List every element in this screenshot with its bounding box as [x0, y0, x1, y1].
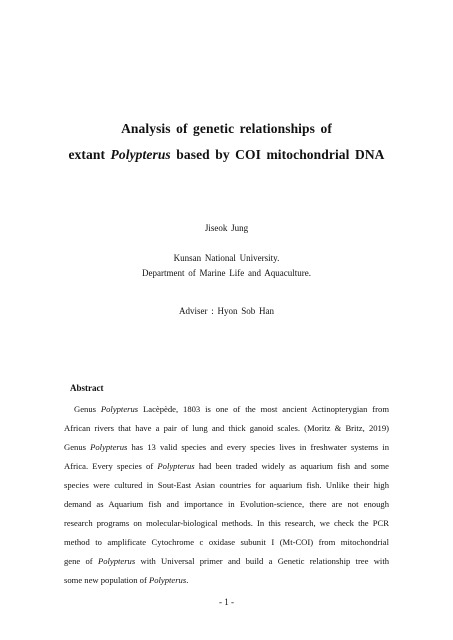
author-name: Jiseok Jung	[204, 223, 249, 233]
abstract-body	[64, 400, 389, 590]
page-number: - 1 -	[219, 597, 234, 607]
abstract-line	[64, 514, 389, 533]
abstract-text: species were cultured in Sout-East Asian countries for aquarium fish. Unlike their high	[64, 480, 389, 490]
abstract-text: gene of	[64, 556, 98, 566]
adviser-line: Adviser : Hyon Sob Han	[179, 306, 274, 316]
abstract-text: some new population of	[64, 575, 149, 585]
title-line-2-suffix: based by COI mitochondrial DNA	[170, 147, 385, 162]
genus-name-italic: Polypterus	[157, 461, 195, 471]
university-name: Kunsan National University.	[173, 253, 280, 263]
abstract-text: Genus	[74, 404, 101, 414]
genus-name-italic: Polypterus	[90, 442, 128, 452]
abstract-text: research programs on molecular-biological methods. In this research, we check the PCR	[64, 518, 389, 528]
abstract-text: has 13 valid species and every species lives in freshwater systems in	[127, 442, 389, 452]
abstract-heading: Abstract	[70, 383, 104, 393]
genus-name-italic: Polypterus	[100, 404, 139, 414]
abstract-line	[64, 419, 389, 438]
abstract-text: African rivers that have a pair of lung and thick ganoid scales. (Moritz & Britz, 2019)	[64, 423, 389, 433]
abstract-line	[64, 552, 389, 571]
abstract-line	[64, 476, 389, 495]
abstract-text: method to amplificate Cytochrome c oxidase subunit I (Mt-COI) from mitochondrial	[64, 537, 389, 547]
department-name: Department of Marine Life and Aquaculture.	[142, 268, 311, 278]
abstract-text: demand as Aquarium fish and importance in Evolution-science, there are not enough	[64, 499, 389, 509]
abstract-line	[64, 495, 389, 514]
genus-name-italic: Polypterus	[97, 556, 136, 566]
abstract-text: .	[186, 575, 189, 585]
abstract-text: had been traded widely as aquarium fish and some	[194, 461, 389, 471]
abstract-text: Lacèpède, 1803 is one of the most ancient Actinopterygian from	[138, 404, 389, 414]
abstract-line	[64, 571, 389, 590]
abstract-line	[64, 400, 389, 419]
genus-name-italic: Polypterus	[148, 575, 187, 585]
title-line-2-prefix: extant	[68, 147, 111, 162]
abstract-text: Genus	[64, 442, 91, 452]
title-line-1: Analysis of genetic relationships of	[121, 121, 332, 136]
title-line-2	[0, 147, 453, 163]
abstract-line	[64, 533, 389, 552]
title-genus-name: Polypterus	[110, 147, 171, 162]
abstract-line	[64, 438, 389, 457]
abstract-line	[64, 457, 389, 476]
abstract-text: with Universal primer and build a Genetic relationship tree with	[135, 556, 389, 566]
abstract-text: Africa. Every species of	[64, 461, 158, 471]
